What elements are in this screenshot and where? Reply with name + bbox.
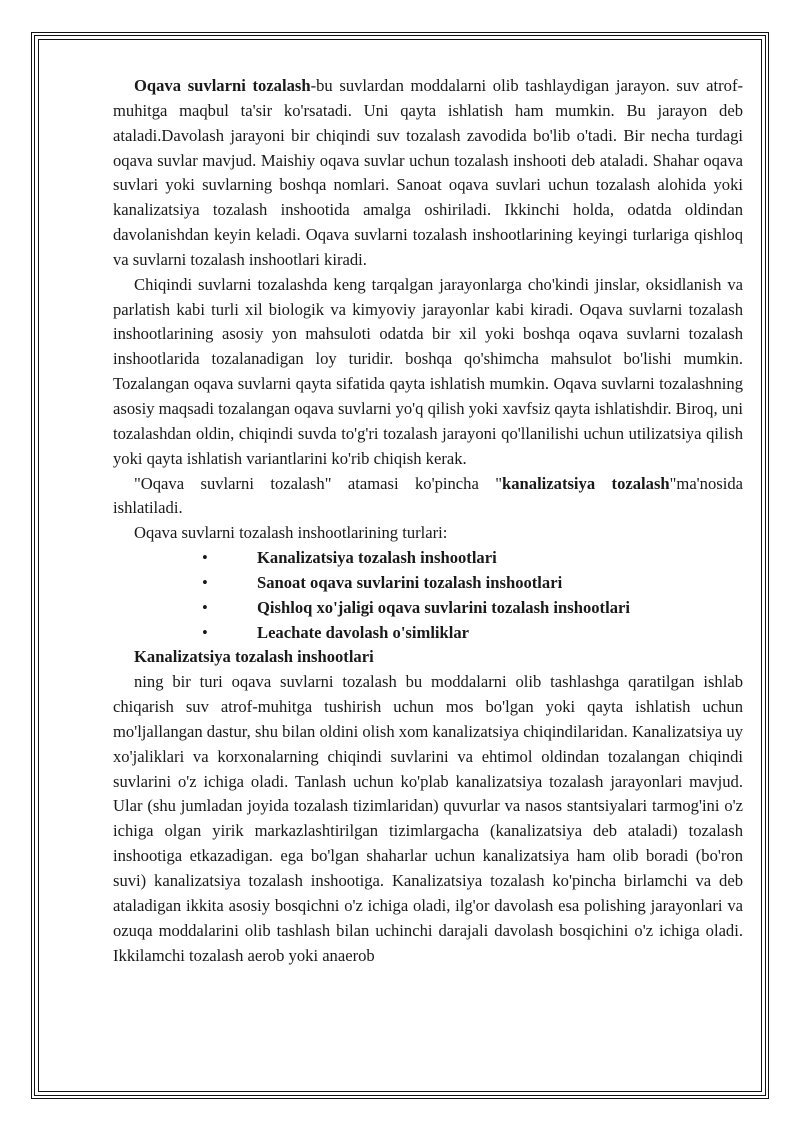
bullet-icon: •	[202, 622, 208, 642]
list-item	[113, 571, 743, 596]
list-item	[113, 546, 743, 571]
list-item	[113, 621, 743, 646]
list-item	[113, 596, 743, 621]
paragraph-section: ning bir turi oqava suvlarni tozalash bu moddalarni olib tashlashga qaratilgan ishlab chiqarish suv atrof-muhitga tushirish uchun mos bo'lgan yoki qayta ishlatish uchun mo'ljallangan dastur, shu bilan oldini olish xom kanalizatsiya chiqindilaridan. Kanalizatsiya uy xo'jaliklari va korxonalarning chiqindi suvlarini va ehtimol oldindan tozalangan chiqindi suvlarini o'z ichiga oladi. Tanlash uchun ko'plab kanalizatsiya tozalash jarayonlari mavjud. Ular (shu jumladan joyida tozalash tizimlaridan) quvurlar va nasos stantsiyalari tarmog'ini o'z ichiga olgan yirik markazlashtirilgan tizimlargacha (kanalizatsiya deb ataladi) tozalash inshootiga etkazadigan. ega bo'lgan shaharlar uchun kanalizatsiya ham olib boradi (bo'ron suvi) kanalizatsiya tozalash inshootiga. Kanalizatsiya tozalash ko'pincha birlamchi va deb ataladigan ikkita asosiy bosqichni o'z ichiga oladi, ilg'or davolash esa polishing jarayonlari va ozuqa moddalarini olib tashlash bilan uchinchi darajali davolash bosqichini o'z ichiga oladi. Ikkilamchi tozalash aerob yoki anaerob	[113, 672, 743, 965]
bullet-icon: •	[202, 548, 208, 568]
paragraph-intro	[113, 74, 743, 273]
list-item-label: Qishloq xo'jaligi oqava suvlarini tozalash inshootlari	[257, 597, 630, 617]
section-heading: Kanalizatsiya tozalash inshootlari	[134, 647, 374, 667]
paragraph-types-intro: Oqava suvlarni tozalash inshootlarining turlari:	[134, 523, 448, 543]
list-item-label: Sanoat oqava suvlarini tozalash inshootlari	[257, 572, 563, 592]
paragraph-term-after: "ma'nosida ishlatiladi.	[113, 473, 743, 518]
bullet-icon: •	[202, 572, 208, 592]
document-body	[113, 74, 743, 968]
paragraph-intro-text: -bu suvlardan moddalarni olib tashlaydigan jarayon. suv atrof-muhitga maqbul ta'sir ko'rsatadi. Uni qayta ishlatish ham mumkin. Bu jarayon deb ataladi.Davolash jarayoni bir chiqindi suv tozalash zavodida bo'lib o'tadi. Bir necha turdagi oqava suvlar mavjud. Maishiy oqava suvlar uchun tozalash inshooti deb ataladi. Shahar oqava suvlari yoki suvlarning boshqa nomlari. Sanoat oqava suvlari uchun tozalash alohida yoki kanalizatsiya tozalash inshootida amalga oshiriladi. Ikkinchi holda, odatda oldindan davolanishdan keyin keladi. Oqava suvlarni tozalash inshootlarining keyingi turlariga qishloq va suvlarni tozalash inshootlari kiradi.	[113, 76, 743, 269]
paragraph-term	[113, 472, 743, 522]
types-list	[113, 546, 743, 645]
list-item-label: Kanalizatsiya tozalash inshootlari	[257, 548, 497, 568]
paragraph-processes: Chiqindi suvlarni tozalashda keng tarqalgan jarayonlarga cho'kindi jinslar, oksidlanish va parlatish kabi turli xil biologik va kimyoviy jarayonlar kabi kiradi. Oqava suvlarni tozalash inshootlarining asosiy yon mahsuloti odatda bir xil yoki boshqa oqava suvlarni tozalash inshootlarida tozalanadigan loy turidir. boshqa qo'shimcha mahsulot bo'lishi mumkin. Tozalangan oqava suvlarni qayta sifatida qayta ishlatish mumkin. Oqava suvlarni tozalashning asosiy maqsadi tozalangan oqava suvlarni yo'q qilish yoki xavfsiz qayta ishlatishdir. Biroq, uni tozalashdan oldin, chiqindi suvda to'g'ri tozalash jarayoni qo'llanilishi uchun utilizatsiya qilish yoki qayta ishlatish variantlarini ko'rib chiqish kerak.	[113, 274, 743, 468]
term-bold: Oqava suvlarni tozalash	[134, 76, 311, 95]
paragraph-term-before: "Oqava suvlarni tozalash" atamasi ko'pincha "	[134, 473, 503, 493]
bullet-icon: •	[202, 597, 208, 617]
list-item-label: Leachate davolash o'simliklar	[257, 622, 470, 642]
term-kanalizatsiya: kanalizatsiya tozalash	[502, 473, 670, 493]
